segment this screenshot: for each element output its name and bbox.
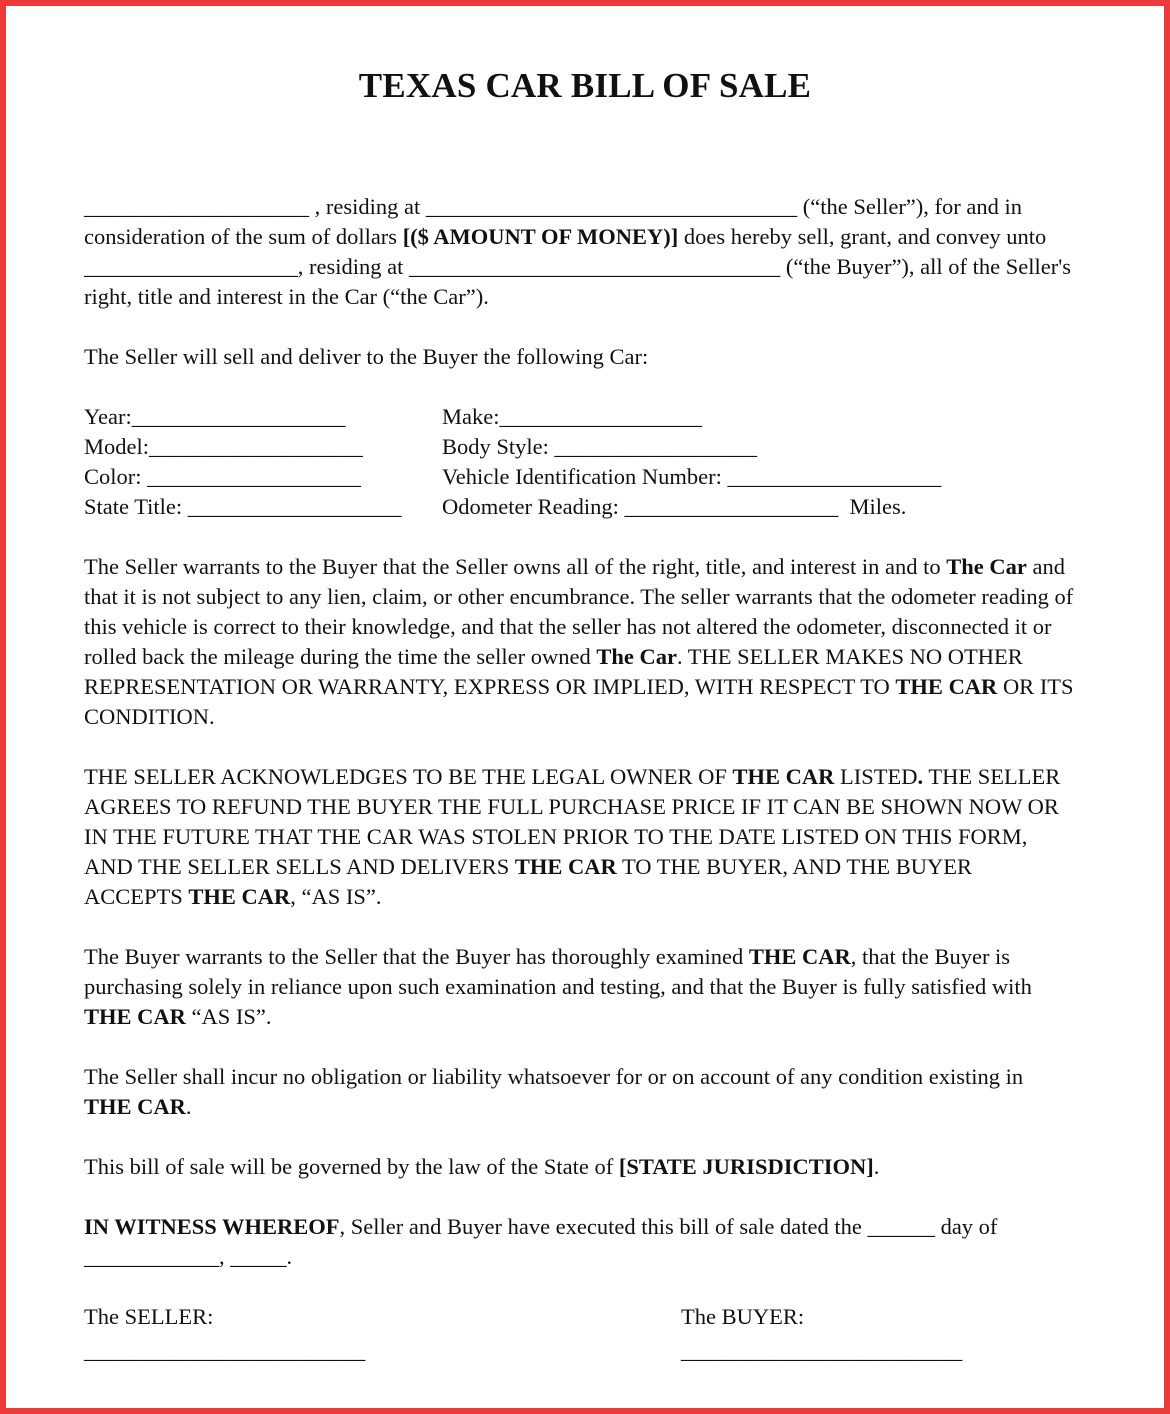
witness-paragraph bbox=[84, 1212, 1074, 1272]
intro-text: does hereby sell, grant, and convey unto bbox=[678, 224, 1047, 249]
warranty-emphasis: The Car bbox=[596, 644, 677, 669]
seller-signature-line: _________________________ bbox=[84, 1338, 366, 1363]
buyer-warranty-paragraph bbox=[84, 942, 1074, 1032]
buyer-address-blank: _________________________________ bbox=[408, 254, 781, 279]
color-field: Color: ___________________ bbox=[84, 464, 361, 489]
liability-text: . bbox=[185, 1094, 192, 1119]
buyer-warranty-text: “AS IS”. bbox=[185, 1004, 272, 1029]
acknowledge-emphasis: . bbox=[917, 764, 924, 789]
warranty-text: and that it is not subject to any lien, claim, or other encumbrance. The seller warrants that the odometer reading of this vehicle is correct to their knowledge, and that the seller has not altered the odometer, disconnected it or rolled back the mileage during the time the seller owned bbox=[84, 554, 1074, 669]
amount-placeholder: [($ AMOUNT OF MONEY)] bbox=[402, 224, 679, 249]
liability-paragraph bbox=[84, 1062, 1074, 1122]
liability-emphasis: THE CAR bbox=[84, 1094, 186, 1119]
seller-name-blank: ____________________ bbox=[84, 194, 309, 219]
intro-text: (“the Seller”), for and in consideration of the sum of dollars bbox=[84, 194, 1023, 249]
warranty-emphasis: The Car bbox=[946, 554, 1027, 579]
buyer-signature-label: The BUYER: bbox=[681, 1304, 805, 1329]
body-style-field: Body Style: __________________ bbox=[442, 434, 758, 459]
governing-law-paragraph bbox=[84, 1152, 1074, 1182]
warranty-text: The Seller warrants to the Buyer that the Seller owns all of the right, title, and interest in and to bbox=[84, 554, 947, 579]
signature-labels bbox=[84, 1302, 1074, 1332]
signature-lines bbox=[84, 1336, 1074, 1366]
odometer-field: Odometer Reading: ___________________ Miles. bbox=[442, 494, 907, 519]
witness-text: , Seller and Buyer have executed this bill of sale dated the ______ day of bbox=[339, 1214, 998, 1239]
intro-text: , residing at bbox=[309, 194, 426, 219]
buyer-warranty-emphasis: THE CAR bbox=[84, 1004, 186, 1029]
governing-text: This bill of sale will be governed by the law of the State of bbox=[84, 1154, 619, 1179]
warranty-emphasis: THE CAR bbox=[895, 674, 998, 699]
witness-emphasis: IN WITNESS WHEREOF bbox=[84, 1214, 340, 1239]
acknowledge-emphasis: THE CAR bbox=[188, 884, 291, 909]
seller-warranty-paragraph bbox=[84, 552, 1074, 732]
state-title-field: State Title: ___________________ bbox=[84, 494, 402, 519]
seller-signature-label: The SELLER: bbox=[84, 1304, 214, 1329]
acknowledge-text: THE SELLER AGREES TO REFUND THE BUYER THE FULL PURCHASE PRICE IF IT CAN BE SHOWN NOW OR IN THE FUTURE THAT THE CAR WAS STOLEN PRIOR TO THE DATE LISTED ON THIS FORM, AND THE SELLER SELLS AND DELIVERS bbox=[84, 764, 1061, 879]
intro-text: , residing at bbox=[297, 254, 409, 279]
buyer-warranty-text: The Buyer warrants to the Seller that the Buyer has thoroughly examined bbox=[84, 944, 749, 969]
acknowledgement-paragraph bbox=[84, 762, 1074, 912]
acknowledge-text: TO THE BUYER, AND THE BUYER ACCEPTS bbox=[84, 854, 972, 909]
vin-field: Vehicle Identification Number: ___________________ bbox=[442, 464, 942, 489]
document-title: TEXAS CAR BILL OF SALE bbox=[358, 66, 812, 105]
acknowledge-emphasis: THE CAR bbox=[514, 854, 617, 879]
make-field: Make:__________________ bbox=[442, 404, 702, 429]
acknowledge-emphasis: THE CAR bbox=[732, 764, 835, 789]
year-field: Year:___________________ bbox=[84, 404, 346, 429]
intro-text: (“the Buyer”), all of the Seller's right, title and interest in the Car (“the Car”). bbox=[84, 254, 1072, 309]
warranty-text: . THE SELLER MAKES NO OTHER REPRESENTATION OR WARRANTY, EXPRESS OR IMPLIED, WITH RESPECT TO bbox=[84, 644, 1023, 699]
warranty-text: OR ITS CONDITION. bbox=[84, 674, 1074, 729]
date-blank: ____________, _____. bbox=[84, 1244, 293, 1269]
acknowledge-text: THE SELLER ACKNOWLEDGES TO BE THE LEGAL OWNER OF bbox=[84, 764, 733, 789]
document-body bbox=[84, 192, 1074, 1366]
model-field: Model:___________________ bbox=[84, 434, 363, 459]
buyer-warranty-text: , that the Buyer is purchasing solely in reliance upon such examination and testing, and that the Buyer is fully satisfied with bbox=[84, 944, 1032, 999]
liability-text: The Seller shall incur no obligation or liability whatsoever for or on account of any condition existing in bbox=[84, 1064, 1024, 1089]
acknowledge-text: , “AS IS”. bbox=[290, 884, 382, 909]
intro-paragraph bbox=[84, 192, 1074, 312]
buyer-warranty-emphasis: THE CAR bbox=[748, 944, 851, 969]
buyer-signature-line: _________________________ bbox=[681, 1338, 963, 1363]
acknowledge-text: LISTED bbox=[834, 764, 918, 789]
seller-address-blank: _________________________________ bbox=[425, 194, 798, 219]
governing-text: . bbox=[873, 1154, 880, 1179]
vehicle-fields bbox=[84, 402, 1074, 522]
deliver-sentence: The Seller will sell and deliver to the Buyer the following Car: bbox=[84, 344, 649, 369]
state-jurisdiction-placeholder: [STATE JURISDICTION] bbox=[618, 1154, 874, 1179]
buyer-name-blank: ___________________ bbox=[84, 254, 298, 279]
